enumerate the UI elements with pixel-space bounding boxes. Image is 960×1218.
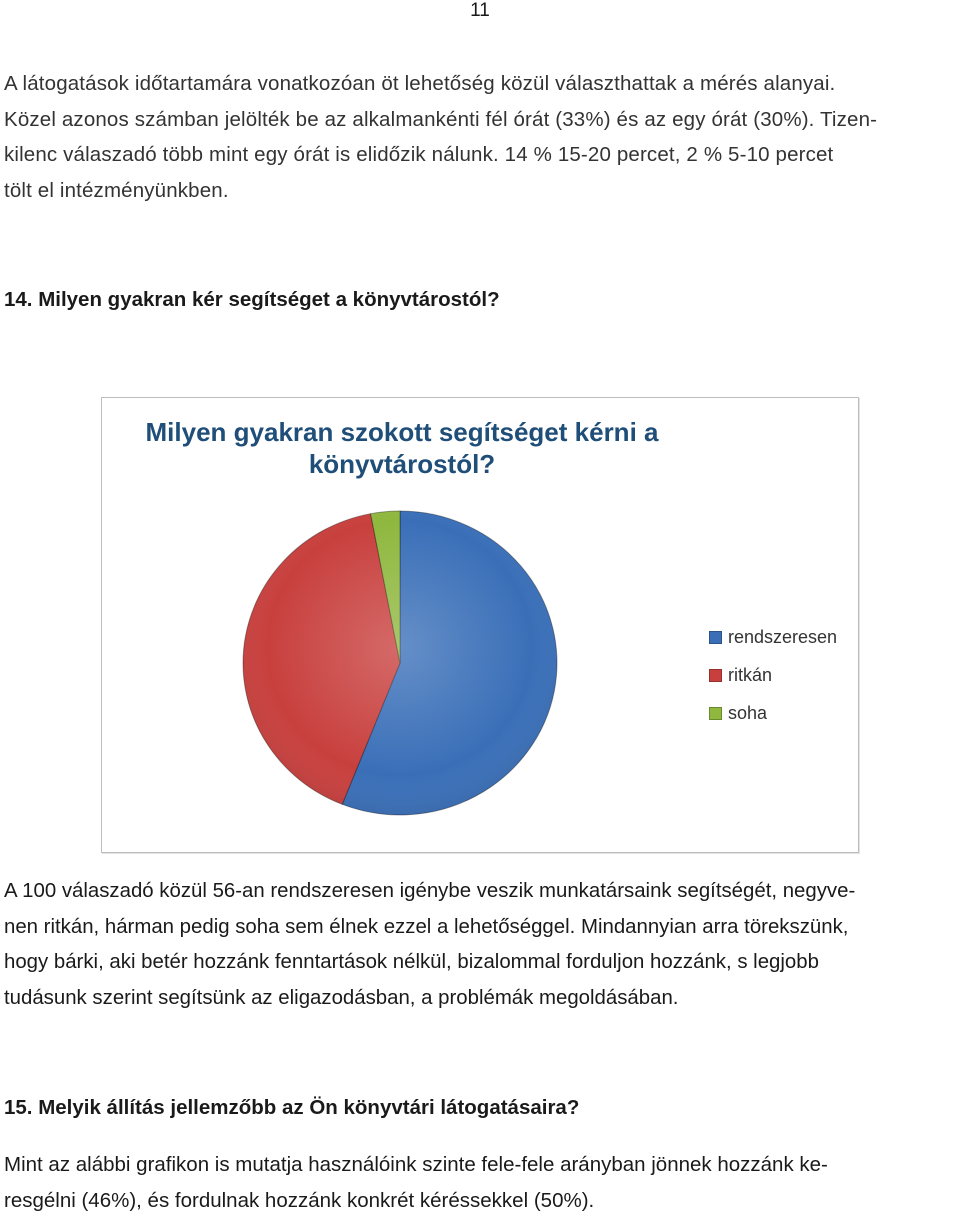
paragraph-line: kilenc válaszadó több mint egy órát is elidőzik nálunk. 14 % 15-20 percet, 2 % 5-10 percet [4,137,954,173]
legend-item [709,618,837,656]
paragraph-help-results [4,874,954,1016]
paragraph-line: resgélni (46%), és fordulnak hozzánk konkrét kéréssekkel (50%). [4,1183,954,1218]
legend-label: soha [728,703,767,724]
legend-swatch-soha [709,707,722,720]
chart-title [102,416,702,480]
chart-legend [709,618,837,732]
legend-swatch-ritkan [709,669,722,682]
legend-item [709,694,837,732]
paragraph-line: Közel azonos számban jelölték be az alkalmankénti fél órát (33%) és az egy órát (30%). Tizen- [4,102,954,138]
legend-label: ritkán [728,665,772,686]
paragraph-line: nen ritkán, hárman pedig soha sem élnek ezzel a lehetőséggel. Mindannyian arra törekszünk, [4,910,954,946]
paragraph-line: tudásunk szerint segítsünk az eligazodásban, a problémák megoldásában. [4,981,954,1017]
section-heading-15: 15. Melyik állítás jellemzőbb az Ön könyvtári látogatásaira? [4,1094,579,1122]
paragraph-line: tölt el intézményünkben. [4,173,954,209]
chart-title-line: Milyen gyakran szokott segítséget kérni a [102,416,702,448]
page-number: 11 [0,0,960,22]
legend-swatch-rendszeresen [709,631,722,644]
paragraph-visit-purpose [4,1147,954,1218]
chart-title-line: könyvtárostól? [102,448,702,480]
pie-chart [101,397,859,853]
section-heading-14: 14. Milyen gyakran kér segítséget a könyvtárostól? [4,286,500,314]
legend-item [709,656,837,694]
legend-label: rendszeresen [728,627,837,648]
paragraph-line: hogy bárki, aki betér hozzánk fenntartások nélkül, bizalommal forduljon hozzánk, s legjobb [4,945,954,981]
paragraph-line: A látogatások időtartamára vonatkozóan öt lehetőség közül választhattak a mérés alanyai. [4,66,954,102]
paragraph-visit-duration [4,66,954,208]
paragraph-line: A 100 válaszadó közül 56-an rendszeresen igénybe veszik munkatársaink segítségét, negyve- [4,874,954,910]
paragraph-line: Mint az alábbi grafikon is mutatja használóink szinte fele-fele arányban jönnek hozzánk ke- [4,1147,954,1183]
